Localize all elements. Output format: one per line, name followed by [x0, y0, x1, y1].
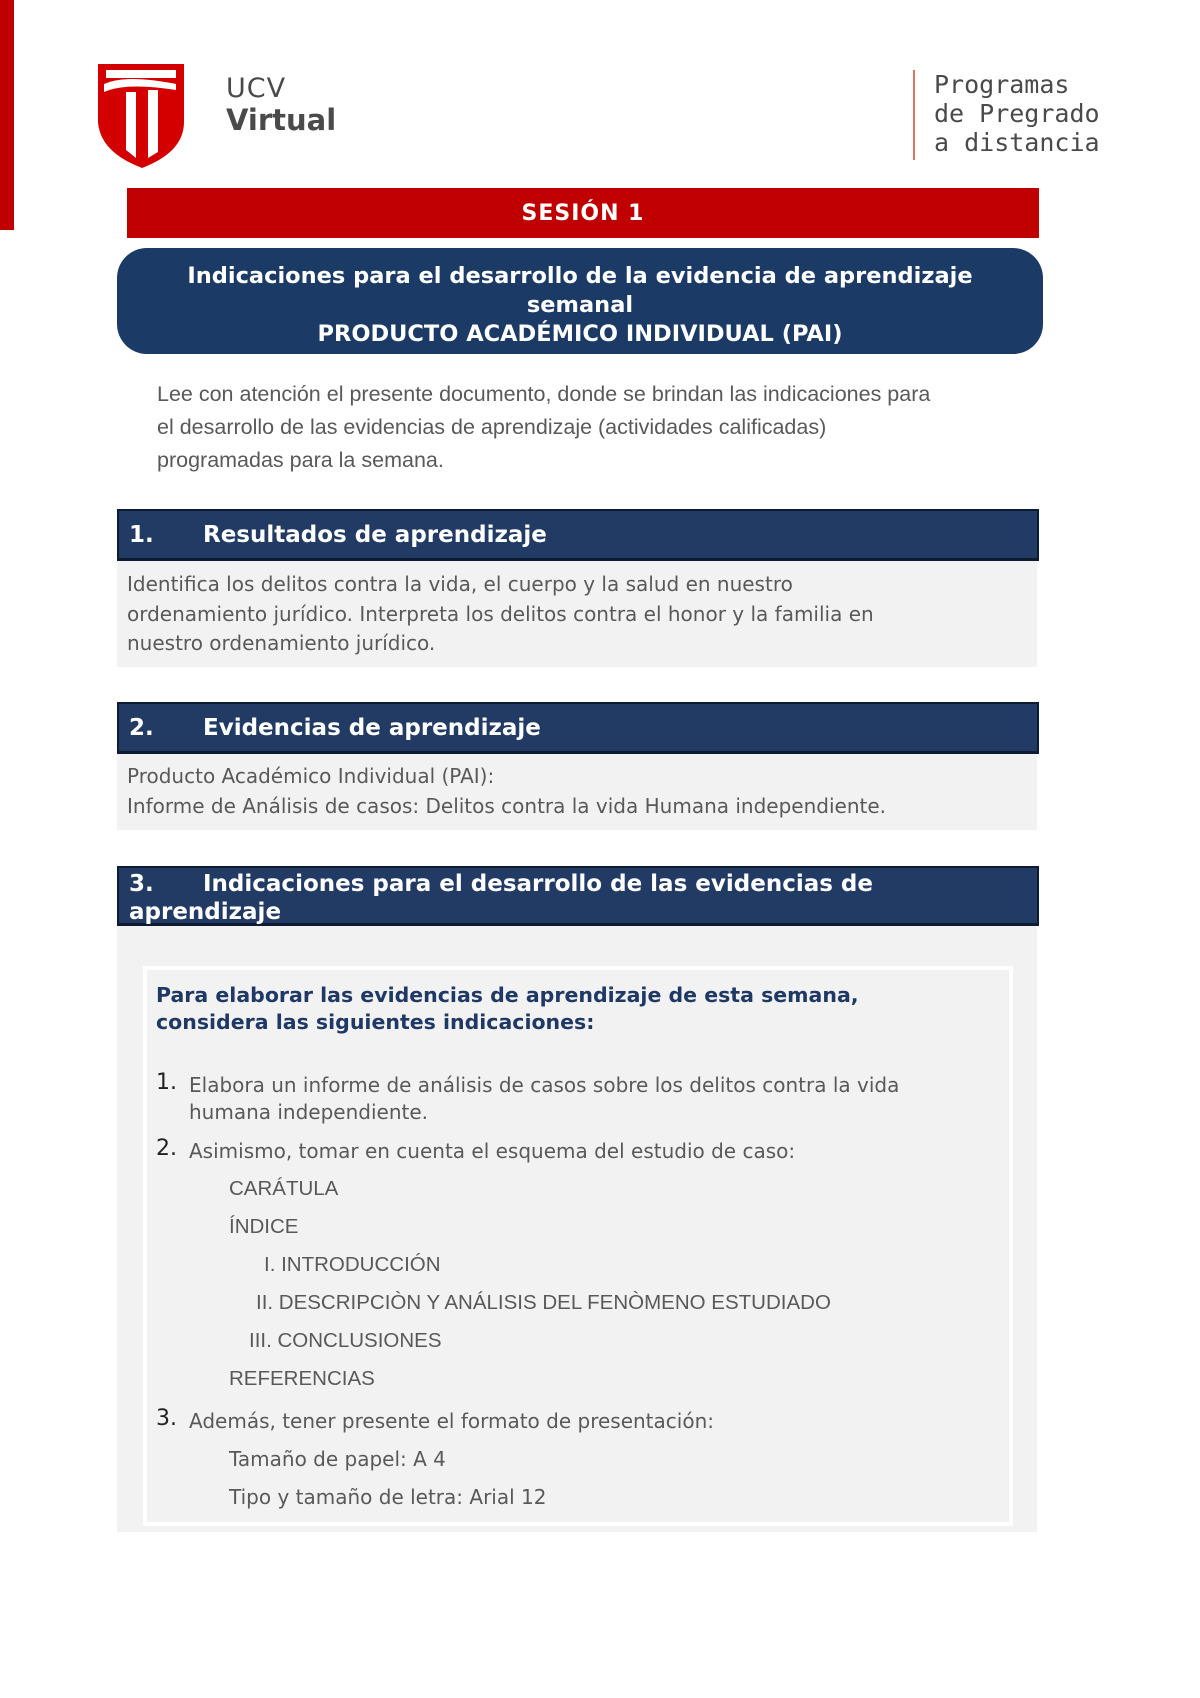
section-title-line-2: aprendizaje — [129, 899, 282, 925]
format-font: Tipo y tamaño de letra: Arial 12 — [229, 1485, 547, 1509]
section-number: 1. — [129, 522, 154, 548]
intro-line: programadas para la semana. — [157, 448, 444, 472]
instructions-box — [143, 966, 1013, 1526]
lead-line: Para elaborar las evidencias de aprendizaje de esta semana, — [156, 983, 859, 1007]
outline-caratula: CARÁTULA — [229, 1177, 339, 1200]
list-item-line: Elabora un informe de análisis de casos sobre los delitos contra la vida — [189, 1073, 900, 1097]
section-1-body — [117, 561, 1037, 667]
intro-paragraph — [157, 378, 1037, 477]
list-item-line: humana independiente. — [189, 1100, 429, 1124]
section-3-heading — [117, 866, 1039, 926]
format-paper: Tamaño de papel: A 4 — [229, 1447, 446, 1471]
intro-line: Lee con atención el presente documento, donde se brindan las indicaciones para — [157, 382, 931, 406]
body-line: nuestro ordenamiento jurídico. — [127, 631, 436, 655]
body-line: ordenamiento jurídico. Interpreta los delitos contra el honor y la familia en — [127, 601, 874, 626]
section-2-body — [117, 754, 1037, 830]
program-line-1: Programas — [934, 70, 1070, 99]
outline-descripcion: II. DESCRIPCIÒN Y ANÁLISIS DEL FENÒMENO ESTUDIADO — [256, 1291, 831, 1314]
title-line-2: semanal — [526, 292, 634, 318]
list-item — [189, 1138, 989, 1165]
list-number: 3. — [156, 1406, 177, 1431]
logo-line-1: UCV — [226, 73, 287, 104]
program-label — [934, 70, 1100, 157]
header-divider — [913, 70, 915, 160]
outline-referencias: REFERENCIAS — [229, 1367, 375, 1390]
logo-line-2: Virtual — [226, 103, 337, 137]
list-number: 1. — [156, 1070, 177, 1095]
body-line: Informe de Análisis de casos: Delitos contra la vida Humana independiente. — [127, 793, 887, 818]
ucv-shield-logo-icon — [96, 60, 188, 170]
body-line: Identifica los delitos contra la vida, el cuerpo y la salud en nuestro — [127, 572, 793, 596]
ucv-virtual-wordmark — [226, 74, 336, 136]
lead-line: considera las siguientes indicaciones: — [156, 1010, 595, 1034]
outline-introduccion: I. INTRODUCCIÓN — [264, 1253, 441, 1276]
list-item — [189, 1072, 989, 1126]
session-banner — [127, 188, 1039, 238]
body-line: Producto Académico Individual (PAI): — [127, 764, 495, 788]
title-line-1: Indicaciones para el desarrollo de la evidencia de aprendizaje — [187, 263, 973, 289]
section-number: 2. — [129, 715, 154, 741]
program-line-3: a distancia — [934, 128, 1100, 157]
session-label: SESIÓN 1 — [521, 200, 645, 226]
section-title: Evidencias de aprendizaje — [203, 715, 541, 741]
section-number: 3. — [129, 871, 154, 897]
list-item — [189, 1408, 989, 1435]
section-1-heading — [117, 509, 1039, 561]
outline-conclusiones: III. CONCLUSIONES — [249, 1329, 442, 1352]
list-number: 2. — [156, 1136, 177, 1161]
section-title-line-1: Indicaciones para el desarrollo de las evidencias de — [203, 871, 873, 897]
left-accent-bar — [0, 0, 14, 230]
instructions-lead — [156, 982, 976, 1036]
section-title: Resultados de aprendizaje — [203, 522, 547, 548]
program-line-2: de Pregrado — [934, 99, 1100, 128]
section-2-heading — [117, 702, 1039, 754]
list-item-line: Asimismo, tomar en cuenta el esquema del estudio de caso: — [189, 1139, 796, 1163]
intro-line: el desarrollo de las evidencias de aprendizaje (actividades calificadas) — [157, 415, 827, 439]
title-line-3: PRODUCTO ACADÉMICO INDIVIDUAL (PAI) — [317, 321, 843, 347]
outline-indice: ÍNDICE — [229, 1215, 299, 1238]
document-title — [117, 248, 1043, 354]
list-item-line: Además, tener presente el formato de presentación: — [189, 1409, 714, 1433]
